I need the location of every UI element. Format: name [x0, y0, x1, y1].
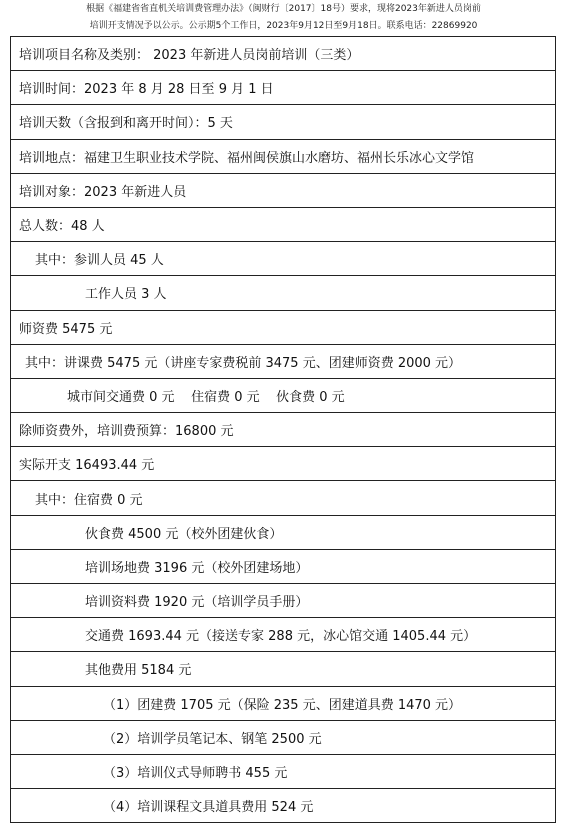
row-other-fees: [11, 652, 556, 686]
row-transport-lodging-meals: [11, 379, 556, 413]
row-actual-expense: [11, 447, 556, 481]
row-project-name-text: 培训项目名称及类别： 2023 年新进人员岗前培训（三类）: [19, 48, 360, 64]
notice-header-line-1: 根据《福建省省直机关培训费管理办法》（闽财行〔2017〕18号）要求，现将2023年新进人员岗前: [86, 4, 481, 14]
row-lodging-fee: [11, 481, 556, 515]
row-meal-fee-text: 伙食费 4500 元（校外团建伙食）: [85, 526, 283, 542]
row-lecture-fee: [11, 345, 556, 379]
row-training-days: [11, 105, 556, 139]
row-training-days-text: 培训天数（含报到和离开时间）：5 天: [19, 116, 233, 132]
row-materials-fee: [11, 584, 556, 618]
row-transport-lodging-meals-text: 城市间交通费 0 元 住宿费 0 元 伙食费 0 元: [67, 389, 345, 405]
row-staff-text: 工作人员 3 人: [85, 287, 167, 303]
row-venue-fee-text: 培训场地费 3196 元（校外团建场地）: [85, 560, 309, 576]
row-venue-fee: [11, 550, 556, 584]
row-other-item-1: [11, 687, 556, 721]
row-teacher-fee: [11, 311, 556, 345]
row-lecture-fee-text: 其中：讲课费 5475 元（讲座专家费税前 3475 元、团建师资费 2000 元）: [25, 355, 462, 371]
row-transport-fee-text: 交通费 1693.44 元（接送专家 288 元，冰心馆交通 1405.44 元）: [85, 629, 477, 645]
row-training-target: [11, 174, 556, 208]
row-other-item-2: [11, 721, 556, 755]
row-total-people-text: 总人数：48 人: [19, 219, 105, 235]
row-training-time-text: 培训时间：2023 年 8 月 28 日至 9 月 1 日: [19, 82, 274, 98]
row-meal-fee: [11, 516, 556, 550]
row-total-people: [11, 208, 556, 242]
row-project-name: [11, 37, 556, 71]
row-other-item-4: [11, 789, 556, 823]
row-other-fees-text: 其他费用 5184 元: [85, 663, 192, 679]
row-materials-fee-text: 培训资料费 1920 元（培训学员手册）: [85, 595, 309, 611]
row-transport-fee: [11, 618, 556, 652]
row-lodging-fee-text: 其中：住宿费 0 元: [35, 492, 143, 508]
row-other-item-1-text: （1）团建费 1705 元（保险 235 元、团建道具费 1470 元）: [103, 697, 462, 713]
row-participants-text: 其中：参训人员 45 人: [35, 253, 164, 269]
row-training-time: [11, 71, 556, 105]
row-other-item-2-text: （2）培训学员笔记本、钢笔 2500 元: [103, 731, 322, 747]
row-budget: [11, 413, 556, 447]
row-training-location: [11, 140, 556, 174]
row-other-item-3-text: （3）培训仪式导师聘书 455 元: [103, 766, 288, 782]
training-expense-table: [10, 36, 556, 823]
row-teacher-fee-text: 师资费 5475 元: [19, 321, 113, 337]
notice-header: [0, 0, 567, 36]
row-training-location-text: 培训地点：福建卫生职业技术学院、福州闽侯旗山水磨坊、福州长乐冰心文学馆: [19, 150, 475, 166]
row-participants: [11, 242, 556, 276]
row-other-item-3: [11, 755, 556, 789]
row-other-item-4-text: （4）培训课程文具道具费用 524 元: [103, 800, 314, 816]
row-actual-expense-text: 实际开支 16493.44 元: [19, 458, 155, 474]
notice-header-line-2: 培训开支情况予以公示。公示期5个工作日，2023年9月12日至9月18日。联系电话：22869920: [89, 21, 478, 31]
row-staff: [11, 276, 556, 310]
row-budget-text: 除师资费外，培训费预算：16800 元: [19, 424, 234, 440]
row-training-target-text: 培训对象：2023 年新进人员: [19, 184, 187, 200]
